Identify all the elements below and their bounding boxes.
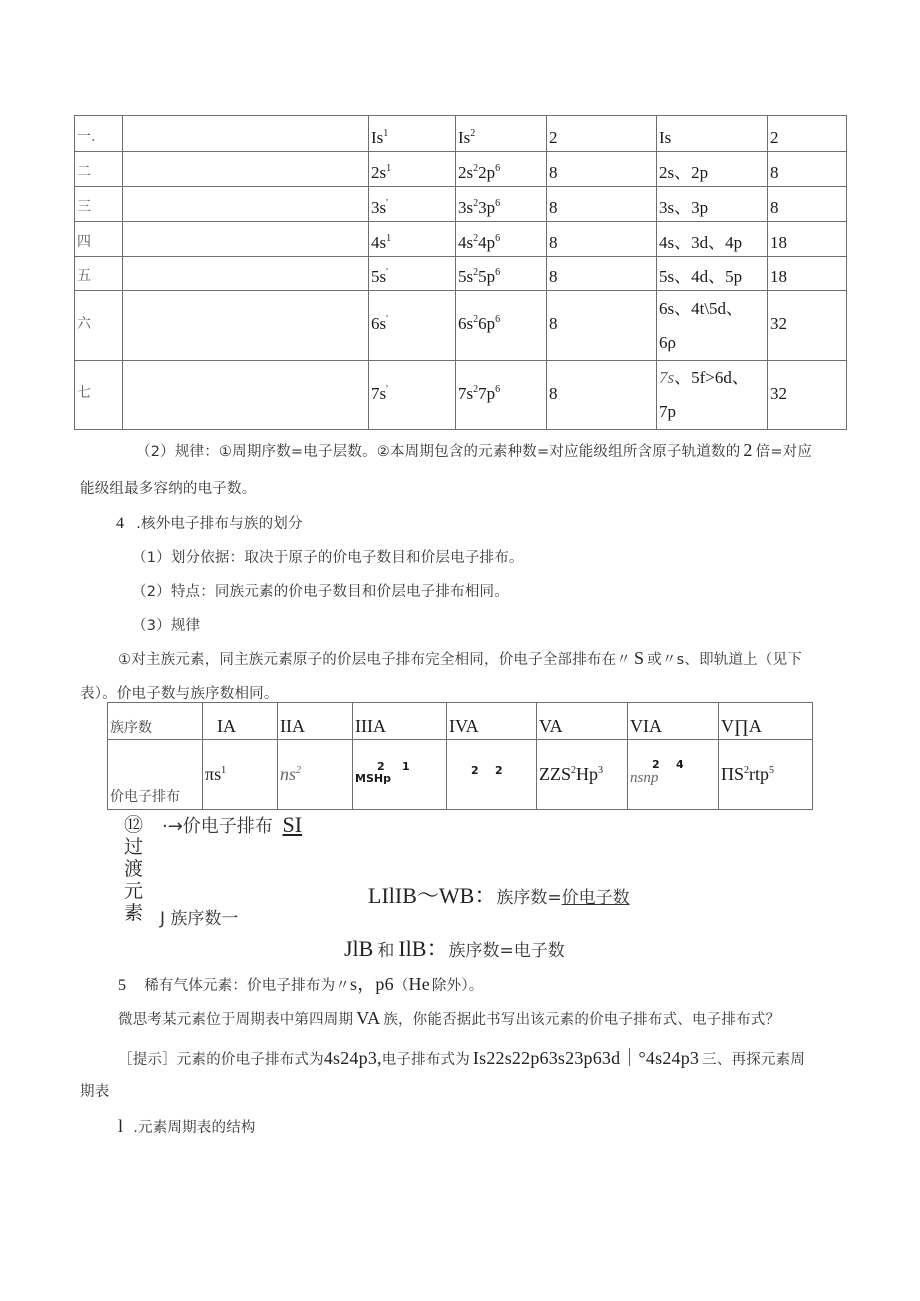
period-row (75, 152, 847, 187)
transition-rule-a: LIlIB～WB：族序数=价电子数 (368, 883, 630, 908)
transition-vertical-label: ⑫ 过 渡 元 素 (124, 814, 144, 924)
period-table (74, 115, 847, 430)
rule-2-line1: （2）规律：①周期序数=电子层数。②本周期包含的元素种数=对应能级组所含原子轨道数的 2 倍=对应 (136, 440, 813, 460)
period-row (75, 257, 847, 291)
orbitals-cell: Is (657, 116, 768, 152)
period-row (75, 361, 847, 430)
valence-label: 价电子排布 (108, 740, 203, 810)
group-iiia: IIIA (353, 703, 447, 740)
period-number-cell: 一. (75, 116, 123, 152)
blank-cell (123, 361, 369, 430)
group-valence-table (107, 702, 813, 810)
config-ia: $\pi s^1$ (203, 740, 278, 810)
config-iva: 2 2 (447, 740, 537, 810)
orbitals-cell: 4s、3d、4p (657, 222, 768, 257)
section-4-item-2: （2）特点：同族元素的价电子数目和价层电子排布相同。 (132, 584, 509, 600)
end-config-cell: Is$^2$ (456, 116, 547, 152)
end-config-cell: $5s^25p^6$ (456, 257, 547, 291)
group-iva: IVA (447, 703, 537, 740)
transition-group-line: J 族序数一 (160, 909, 239, 929)
end-config-cell: $3s^23p^6$ (456, 187, 547, 222)
orbitals-cell: 2s、2p (657, 152, 768, 187)
element-count-cell: 8 (547, 291, 657, 361)
period-row (75, 291, 847, 361)
config-via: 2 4 nsnp (628, 740, 719, 810)
hint-line2: 期表 (80, 1084, 110, 1100)
capacity-cell: 32 (768, 361, 847, 430)
section-4-item-3: （3）规律 (132, 618, 201, 634)
blank-cell (123, 187, 369, 222)
element-count-cell: 8 (547, 222, 657, 257)
end-config-cell: $2s^22p^6$ (456, 152, 547, 187)
section-4-heading: 4 .核外电子排布与族的划分 (116, 515, 303, 532)
capacity-cell: 8 (768, 187, 847, 222)
element-count-cell: 8 (547, 361, 657, 430)
start-config-cell: 3s' (369, 187, 456, 222)
valence-row (108, 740, 813, 810)
capacity-cell: 18 (768, 222, 847, 257)
blank-cell (123, 291, 369, 361)
period-row (75, 116, 847, 152)
start-config-cell: 7s' (369, 361, 456, 430)
config-va: ZZS$^2$Hp$^3$ (537, 740, 628, 810)
start-config-cell: $2s^1$ (369, 152, 456, 187)
period-number-cell: 七 (75, 361, 123, 430)
period-number-cell: 五 (75, 257, 123, 291)
end-config-cell: $4s^24p^6$ (456, 222, 547, 257)
start-config-cell: Is$^1$ (369, 116, 456, 152)
capacity-cell: 32 (768, 291, 847, 361)
period-number-cell: 四 (75, 222, 123, 257)
transition-rule-b: JlB 和 IlB：族序数=电子数 (344, 936, 565, 961)
blank-cell (123, 257, 369, 291)
element-count-cell: 8 (547, 187, 657, 222)
orbitals-cell: 5s、4d、5p (657, 257, 768, 291)
group-ia: IA (203, 703, 278, 740)
element-count-cell: 8 (547, 257, 657, 291)
transition-arrow-line: ·→价电子排布 SI (162, 812, 303, 837)
hint-line1: ［提示］元素的价电子排布式为4s24p3,电子排布式为 Is22s22p63s23p63d｜°4s24p3 三、再探元素周 (118, 1048, 806, 1068)
orbitals-cell: 3s、3p (657, 187, 768, 222)
element-count-cell: 2 (547, 116, 657, 152)
section-4-item-1: （1）划分依据：取决于原子的价电子数目和价层电子排布。 (132, 550, 524, 566)
period-number-cell: 三 (75, 187, 123, 222)
think-question: 微思考某元素位于周期表中第四周期 VA 族，你能否据此书写出该元素的价电子排布式、电子排布式？ (118, 1008, 781, 1028)
orbitals-cell: 7s、5f>6d、 7p (657, 361, 768, 430)
period-row (75, 187, 847, 222)
end-config-cell: $6s^26p^6$ (456, 291, 547, 361)
group-viia: V∏A (719, 703, 813, 740)
group-header-row (108, 703, 813, 740)
period-number-cell: 六 (75, 291, 123, 361)
capacity-cell: 18 (768, 257, 847, 291)
start-config-cell: $4s^1$ (369, 222, 456, 257)
period-row (75, 222, 847, 257)
main-group-line2: 表）。价电子数与族序数相同。 (80, 686, 279, 702)
end-config-cell: $7s^27p^6$ (456, 361, 547, 430)
config-iiia: 2 1 MSHp (353, 740, 447, 810)
orbitals-cell: 6s、4t\5d、 6ρ (657, 291, 768, 361)
group-header-label: 族序数 (108, 703, 203, 740)
group-iia: IIA (278, 703, 353, 740)
element-count-cell: 8 (547, 152, 657, 187)
blank-cell (123, 116, 369, 152)
blank-cell (123, 222, 369, 257)
main-group-line1: ①对主族元素，同主族元素原子的价层电子排布完全相同，价电子全部排布在〃 S 或〃s、即轨道上（见下 (118, 648, 802, 668)
period-number-cell: 二 (75, 152, 123, 187)
section-1-heading: l .元素周期表的结构 (118, 1116, 256, 1136)
config-viia: $\Pi S^2rtp^5$ (719, 740, 813, 810)
group-via: VIA (628, 703, 719, 740)
group-va: VA (537, 703, 628, 740)
capacity-cell: 8 (768, 152, 847, 187)
rule-2-line2: 能级组最多容纳的电子数。 (80, 481, 257, 497)
config-iia: $ns^2$ (278, 740, 353, 810)
blank-cell (123, 152, 369, 187)
noble-gas-line: 5 稀有气体元素：价电子排布为〃s，p6（He 除外）。 (118, 974, 484, 994)
capacity-cell: 2 (768, 116, 847, 152)
start-config-cell: 5s' (369, 257, 456, 291)
start-config-cell: 6s' (369, 291, 456, 361)
